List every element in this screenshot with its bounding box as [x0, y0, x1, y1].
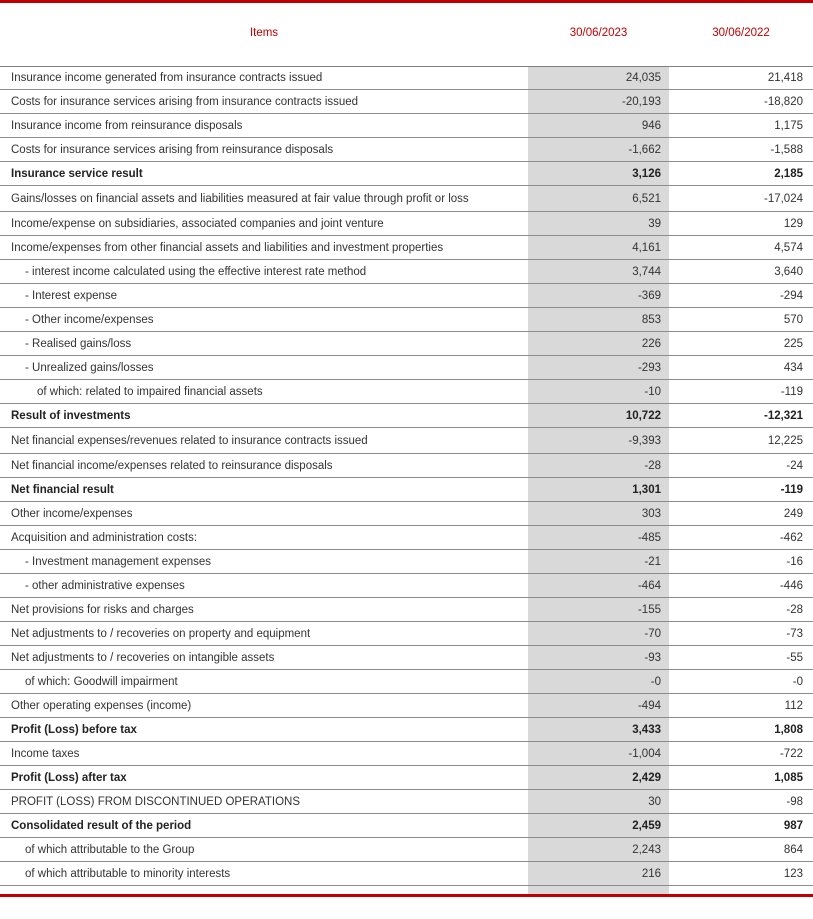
value-2022: -0 [792, 675, 803, 688]
value-2023: -1,004 [628, 747, 661, 760]
row-label: Result of investments [11, 409, 131, 422]
table-row [0, 284, 813, 308]
value-2022: 3,640 [774, 265, 803, 278]
row-label: Net provisions for risks and charges [11, 603, 194, 616]
table-row [0, 742, 813, 766]
value-2023: -369 [637, 289, 661, 302]
table-row [0, 260, 813, 284]
row-label: Net financial income/expenses related to reinsurance disposals [11, 459, 333, 472]
table-row [0, 428, 813, 454]
row-label: Other operating expenses (income) [11, 699, 192, 712]
value-2023: -293 [637, 361, 661, 374]
table-row [0, 694, 813, 718]
table-row [0, 186, 813, 212]
row-label: - Interest expense [25, 289, 118, 302]
header-col-2022: 30/06/2022 [712, 27, 770, 39]
value-2022: 1,085 [774, 771, 803, 784]
row-label: Profit (Loss) after tax [11, 771, 127, 784]
table-row [0, 454, 813, 478]
row-label: Insurance income from reinsurance disposals [11, 119, 243, 132]
table-row [0, 790, 813, 814]
value-2023: -70 [644, 627, 661, 640]
value-2023: -155 [637, 603, 661, 616]
value-2022: 570 [783, 313, 803, 326]
value-2022: 249 [783, 507, 803, 520]
value-2022: -28 [786, 603, 803, 616]
table-row [0, 380, 813, 404]
row-label: - interest income calculated using the effective interest rate method [25, 265, 367, 278]
table-row [0, 814, 813, 838]
value-2023: 2,429 [632, 771, 661, 784]
table-row [0, 574, 813, 598]
table-row [0, 718, 813, 742]
table-row [0, 526, 813, 550]
value-2022: 129 [783, 217, 803, 230]
value-2022: -12,321 [763, 409, 803, 422]
value-2022: -1,588 [770, 143, 803, 156]
value-2023: -0 [650, 675, 661, 688]
value-2022: -119 [780, 385, 803, 398]
value-2022: -24 [786, 459, 803, 472]
table-row [0, 212, 813, 236]
row-label: - Unrealized gains/losses [25, 361, 154, 374]
value-2022: -119 [780, 483, 803, 496]
value-2023: -485 [637, 531, 661, 544]
row-label: Costs for insurance services arising from reinsurance disposals [11, 143, 334, 156]
row-label: Net adjustments to / recoveries on property and equipment [11, 627, 311, 640]
row-label: Net financial result [11, 483, 114, 496]
value-2022: 112 [784, 699, 803, 712]
table-row [0, 356, 813, 380]
table-row [0, 308, 813, 332]
value-2022: -18,820 [763, 95, 803, 108]
value-2023: -28 [644, 459, 661, 472]
value-2022: -462 [779, 531, 803, 544]
value-2022: -17,024 [763, 192, 803, 205]
value-2022: -16 [786, 555, 803, 568]
table-row [0, 332, 813, 356]
value-2022: 434 [783, 361, 803, 374]
row-label: Consolidated result of the period [11, 819, 192, 832]
row-label: Costs for insurance services arising from insurance contracts issued [11, 95, 359, 108]
table-row [0, 766, 813, 790]
value-2023: -20,193 [621, 95, 661, 108]
row-label: - Other income/expenses [25, 313, 154, 326]
value-2022: 2,185 [774, 167, 803, 180]
value-2023: 39 [648, 217, 661, 230]
value-2022: 1,175 [774, 119, 803, 132]
value-2023: 3,433 [632, 723, 661, 736]
header-col-2023: 30/06/2023 [569, 27, 628, 39]
table-row [0, 862, 813, 886]
value-2023: 3,744 [632, 265, 661, 278]
row-label: PROFIT (LOSS) FROM DISCONTINUED OPERATIONS [11, 795, 301, 808]
value-2023: 216 [641, 867, 661, 880]
table-row [0, 646, 813, 670]
value-2022: 864 [783, 843, 803, 856]
table-row [0, 598, 813, 622]
value-2023: 2,459 [632, 819, 661, 832]
row-label: of which: Goodwill impairment [25, 675, 178, 688]
row-label: Income taxes [11, 747, 80, 760]
table-row [0, 138, 813, 162]
table-row [0, 502, 813, 526]
row-label: Other income/expenses [11, 507, 133, 520]
row-label: Income/expense on subsidiaries, associated companies and joint venture [11, 217, 384, 230]
value-2022: 1,808 [774, 723, 803, 736]
value-2022: 12,225 [767, 434, 803, 447]
value-2022: 225 [783, 337, 803, 350]
value-2022: 21,418 [767, 71, 803, 84]
row-label: - Realised gains/loss [25, 337, 132, 350]
row-label: - other administrative expenses [25, 579, 185, 592]
value-2023: 303 [641, 507, 661, 520]
table-row [0, 404, 813, 428]
value-2023: 946 [641, 119, 661, 132]
value-2023: 30 [648, 795, 661, 808]
value-2023: 6,521 [632, 192, 661, 205]
value-2023: -93 [644, 651, 661, 664]
value-2023: 226 [641, 337, 661, 350]
table-row [0, 90, 813, 114]
table-row [0, 236, 813, 260]
table-row [0, 478, 813, 502]
table-row [0, 162, 813, 186]
value-2023: 4,161 [632, 241, 661, 254]
value-2022: -446 [779, 579, 803, 592]
value-2023: 24,035 [625, 71, 661, 84]
value-2023: 3,126 [632, 167, 661, 180]
value-2022: 123 [783, 867, 803, 880]
table-row [0, 622, 813, 646]
row-label: - Investment management expenses [25, 555, 212, 568]
table-row [0, 838, 813, 862]
row-label: Net financial expenses/revenues related to insurance contracts issued [11, 434, 368, 447]
value-2022: -722 [779, 747, 803, 760]
value-2022: -98 [786, 795, 803, 808]
value-2023: 10,722 [625, 409, 661, 422]
value-2023: 2,243 [632, 843, 661, 856]
table-row [0, 670, 813, 694]
table-row [0, 66, 813, 90]
row-label: Acquisition and administration costs: [11, 531, 198, 544]
bottom-rule [0, 894, 813, 897]
value-2023: -464 [637, 579, 661, 592]
value-2023: 853 [641, 313, 661, 326]
value-2023: -494 [637, 699, 661, 712]
value-2023: -21 [644, 555, 661, 568]
header-items: Items [249, 27, 279, 39]
row-label: Income/expenses from other financial assets and liabilities and investment properties [11, 241, 444, 254]
row-label: Gains/losses on financial assets and liabilities measured at fair value through profit or loss [11, 192, 469, 205]
value-2023: 1,301 [632, 483, 661, 496]
value-2023: -1,662 [628, 143, 661, 156]
table-body [0, 66, 813, 886]
value-2022: -73 [786, 627, 803, 640]
table-header [0, 3, 813, 66]
row-label: of which: related to impaired financial assets [37, 385, 263, 398]
value-2022: 4,574 [774, 241, 803, 254]
row-label: Insurance income generated from insurance contracts issued [11, 71, 323, 84]
row-label: of which attributable to the Group [25, 843, 195, 856]
table-row [0, 114, 813, 138]
value-2023: -9,393 [628, 434, 661, 447]
row-label: of which attributable to minority interests [25, 867, 231, 880]
row-label: Net adjustments to / recoveries on intangible assets [11, 651, 275, 664]
value-2022: 987 [783, 819, 803, 832]
row-label: Profit (Loss) before tax [11, 723, 137, 736]
value-2023: -10 [644, 385, 661, 398]
table-row [0, 550, 813, 574]
row-label: Insurance service result [11, 167, 143, 180]
value-2022: -55 [786, 651, 803, 664]
value-2022: -294 [779, 289, 803, 302]
